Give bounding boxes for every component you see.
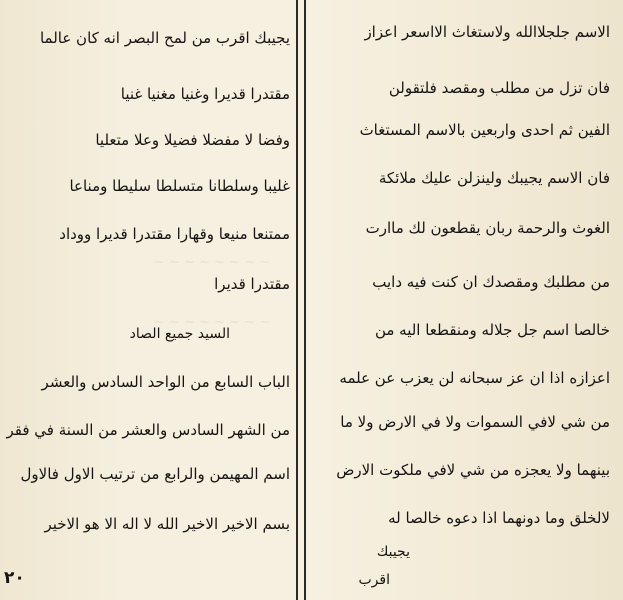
text-line: الفين ثم احدى واربعين بالاسم المستغاث: [359, 121, 610, 139]
text-line: يجيبك اقرب من لمح البصر انه كان عالما: [39, 29, 290, 47]
text-line: فان الاسم يجيبك ولينزلن عليك ملائكة: [378, 169, 610, 187]
catchword: اقرب: [358, 572, 390, 588]
text-line: من الشهر السادس والعشر من السنة في فقر: [6, 421, 290, 439]
text-line: مقتدرا قديرا وغنيا مغنيا غنيا: [120, 85, 290, 103]
text-line: الاسم جلجلاالله ولاستغاث الااسعر اعزاز: [364, 23, 610, 41]
text-line: اسم المهيمن والرابع من ترتيب الاول فالاول: [20, 465, 290, 483]
page-number: ٢٠: [4, 568, 25, 588]
page-gutter: [296, 0, 308, 600]
text-line: من شي لافي السموات ولا في الارض ولا ما: [340, 413, 610, 431]
right-column: [318, 0, 610, 600]
text-line: غليبا وسلطانا متسلطا سليطا ومناعا: [69, 177, 290, 195]
text-line: اعزازه اذا ان عز سبحانه لن يعزب عن علمه: [339, 369, 610, 387]
bleed-through-text: ~ ~ ~ ~ ~ ~ ~ ~: [153, 255, 270, 270]
text-line: بينهما ولا يعجزه من شي لافي ملكوت الارض: [336, 461, 610, 479]
text-line: من مطلبك ومقصدك ان كنت فيه دايب: [372, 273, 610, 291]
section-heading: السيد جميع الصاد: [129, 326, 230, 342]
catchword: يجيبك: [376, 544, 410, 560]
text-line: مقتدرا قديرا: [214, 275, 290, 293]
gutter-rule: [304, 0, 306, 600]
text-line: خالصا اسم جل جلاله ومنقطعا اليه من: [374, 321, 610, 339]
text-line: لالخلق وما دونهما اذا دعوه خالصا له: [388, 509, 610, 527]
text-line: ممتنعا منيعا وقهارا مقتدرا قديرا ووداد: [59, 225, 290, 243]
text-line: بسم الاخير الاخير الله لا اله الا هو الاخير: [44, 515, 290, 533]
text-line: الباب السابع من الواحد السادس والعشر: [41, 373, 290, 391]
text-line: الغوث والرحمة ربان يقطعون لك ماارت: [365, 219, 610, 237]
text-line: فان تزل من مطلب ومقصد فلتقولن: [388, 79, 610, 97]
text-line: وفضا لا مفضلا فضيلا وعلا متعليا: [95, 131, 290, 149]
bleed-through-text: ~ ~ ~ ~ ~ ~ ~ ~: [153, 315, 270, 330]
gutter-rule: [296, 0, 298, 600]
